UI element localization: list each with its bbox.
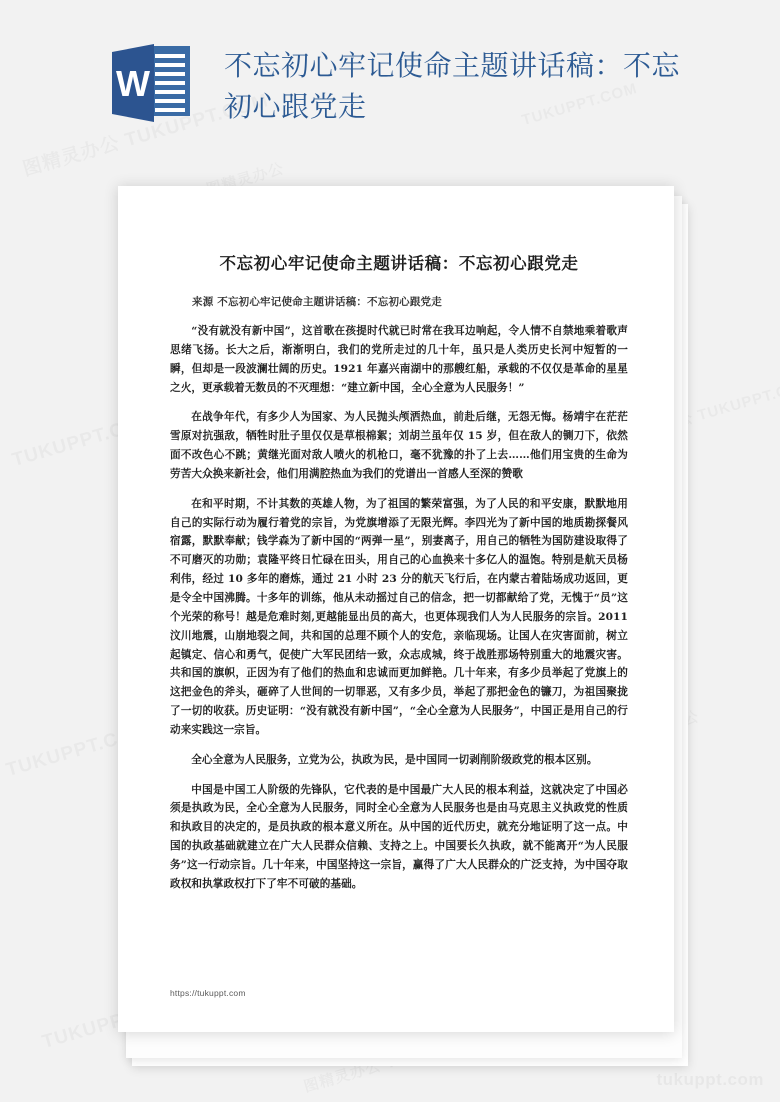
word-document-icon [106, 42, 194, 128]
document-sheet-front[interactable] [118, 186, 674, 1032]
document-paragraph: 全心全意为人民服务，立党为公，执政为民，是中国同一切剥削阶级政党的根本区别。 [191, 753, 598, 766]
document-title: 不忘初心牢记使命主题讲话稿：不忘初心跟党走 [219, 254, 579, 273]
svg-text:W: W [116, 63, 150, 104]
document-preview-stack [118, 186, 678, 1066]
document-footer-url[interactable]: https://tukuppt.com [170, 988, 246, 998]
document-paragraph: “没有就没有新中国”，这首歌在孩提时代就已时常在我耳边响起，令人情不自禁地乘着歌声思绪飞扬。长大之后，渐渐明白，我们的党所走过的几十年，虽只是人类历史长河中短暂的一瞬，但却是一段波澜壮阔的历史。1921 年嘉兴南湖中的那艘红船，承载的不仅仅是革命的星星之火，更承载着无数员的不灭理想：“建立新中国，全心全意为人民服务！” [170, 325, 628, 394]
page-title: 不忘初心牢记使命主题讲话稿：不忘初心跟党走 [224, 49, 681, 122]
document-body [118, 186, 674, 1032]
document-paragraph: 中国是中国工人阶级的先锋队，它代表的是中国最广大人民的根本利益，这就决定了中国必须是执政为民，全心全意为人民服务，同时全心全意为人民服务也是由马克思主义执政党的性质和执政目的决定的，是员执政的根本意义所在。从中国的近代历史，就充分地证明了这一点。中国的执政基础就建立在广大人民群众信赖、支持之上。中国要长久执政，就不能离开“为人民服务”这一行动宗旨。几十年来，中国坚持这一宗旨，赢得了广大人民群众的广泛支持，为中国夺取政权和执掌政权打下了牢不可破的基础。 [170, 783, 628, 890]
document-source-line: 来源 不忘初心牢记使命主题讲话稿：不忘初心跟党走 [192, 296, 442, 308]
page-header [0, 0, 780, 186]
document-paragraph: 在和平时期，不计其数的英雄人物，为了祖国的繁荣富强，为了人民的和平安康，默默地用自己的实际行动为履行着党的宗旨，为党旗增添了无限光辉。李四光为了新中国的地质勘探餐风宿露，默默奉献；钱学森为了新中国的“两弹一星”，别妻离子，用自己的牺牲为国防建设取得了不可磨灭的功勋；袁隆平终日忙碌在田头，用自己的心血换来十多亿人的温饱。特别是航天员杨利伟，经过 10 多年的磨炼，通过 21 小时 23 分的航天飞行后，在内蒙古着陆场成功返回，更是令全中国沸腾。十多年的训练，他从未动摇过自己的信念，把一切都献给了党，无愧于“员”这个光荣的称号！越是危难时刻,更越能显出员的高大，也更体现我们人为人民服务的宗旨。2011 汶川地震，山崩地裂之间，共和国的总理不顾个人的安危，亲临现场。让国人在灾害面前，树立起镇定、信心和勇气，促使广大军民团结一致，众志成城，终于战胜那场特别重大的地震灾害。共和国的旗帜，正因为有了他们的热血和忠诚而更加鲜艳。几十年来，有多少员举起了党旗上的这把金色的斧头，砸碎了人世间的一切罪恶，又有多少员，举起了那把金色的镰刀，为祖国聚拢了一切的收获。历史证明：“没有就没有新中国”，“全心全意为人民服务”，中国正是用自己的行动来实践这一宗旨。 [170, 497, 628, 736]
document-paragraph: 在战争年代，有多少人为国家、为人民抛头颅洒热血，前赴后继，无怨无悔。杨靖宇在茫茫雪原对抗强敌，牺牲时肚子里仅仅是草根棉絮；刘胡兰虽年仅 15 岁，但在敌人的铡刀下，依然面不改色心不跳；黄继光面对敌人喷火的机枪口，毫不犹豫的扑了上去……他们用宝贵的生命为劳苦大众换来新社会，他们用满腔热血为我们的党谱出一首感人至深的赞歌 [170, 411, 628, 480]
brand-watermark [657, 1070, 765, 1090]
